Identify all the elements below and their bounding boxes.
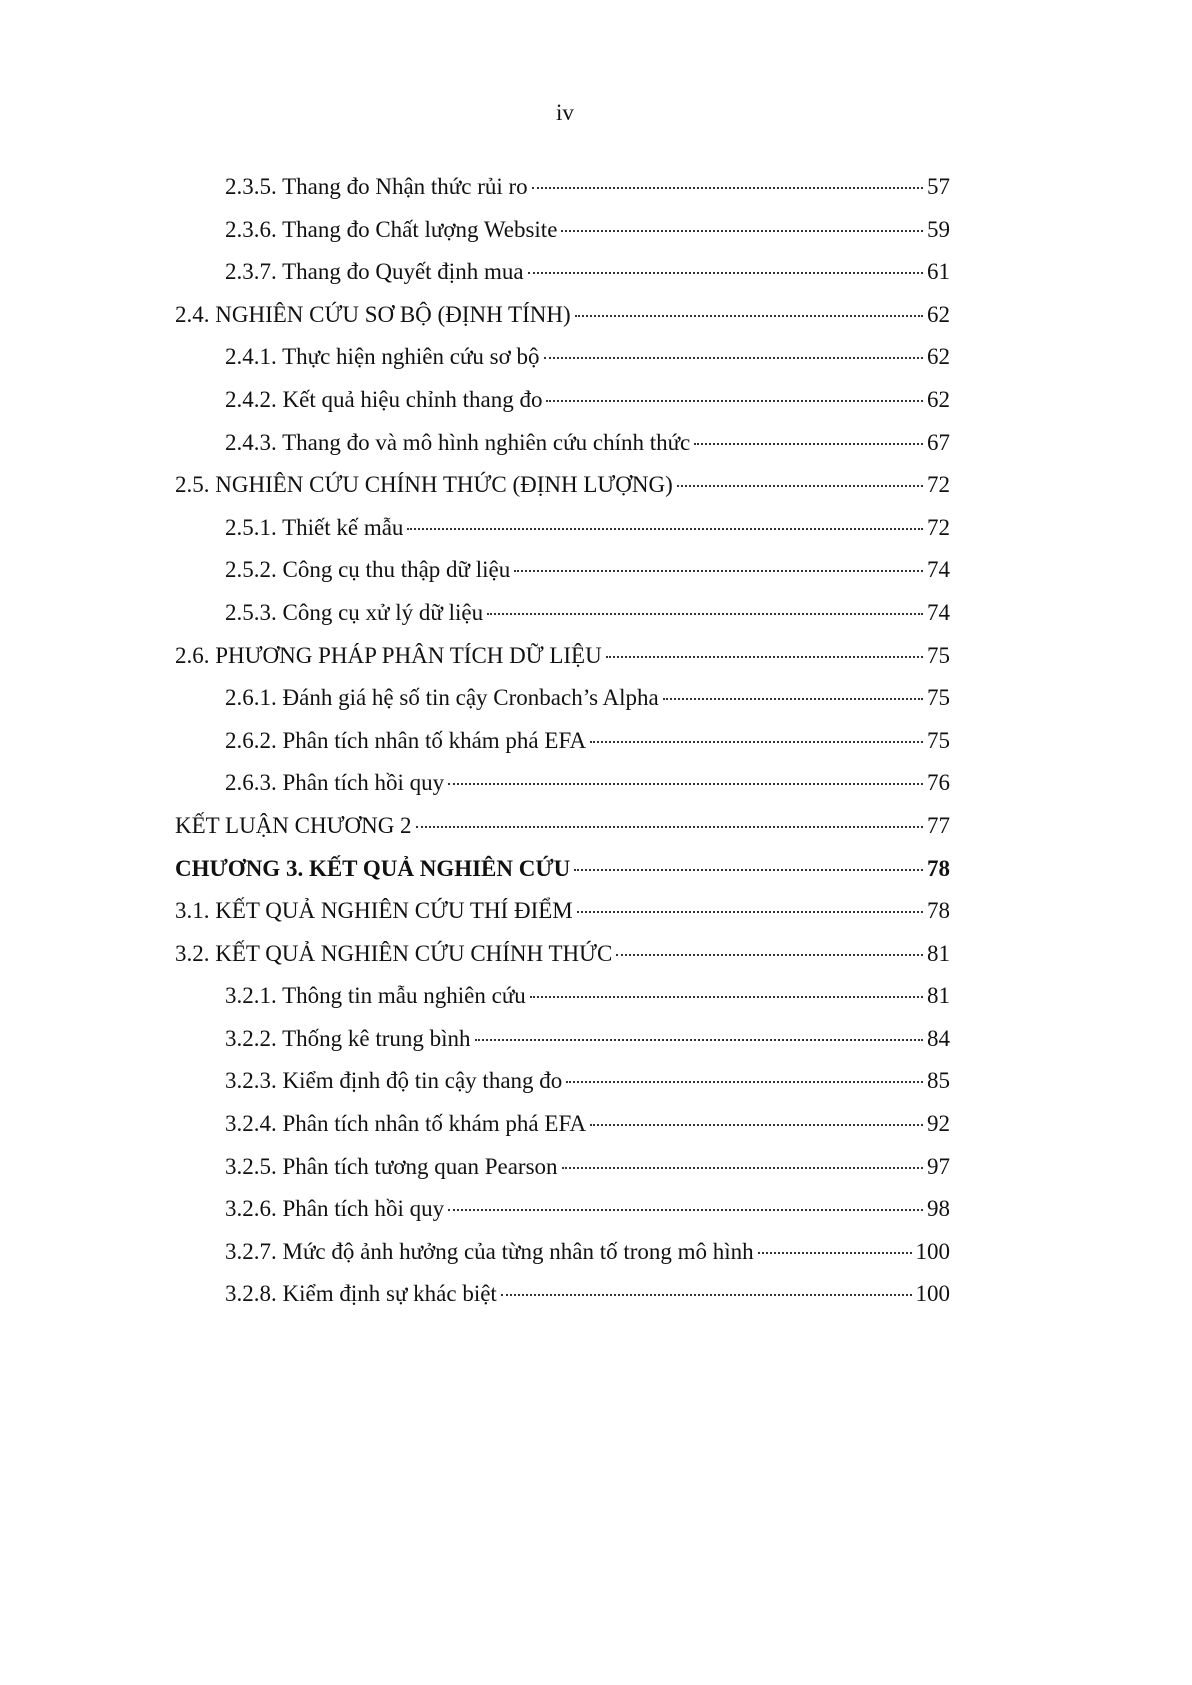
toc-entry-title: KẾT LUẬN CHƯƠNG 2 xyxy=(175,812,412,838)
toc-entry-page: 84 xyxy=(927,1025,950,1051)
toc-entry-title: 2.5. NGHIÊN CỨU CHÍNH THỨC (ĐỊNH LƯỢNG) xyxy=(175,472,673,498)
toc-entry-page: 98 xyxy=(927,1196,950,1222)
toc-leader-dots xyxy=(758,1252,912,1254)
toc-entry[interactable] xyxy=(175,1194,950,1237)
toc-leader-dots xyxy=(528,272,923,274)
toc-leader-dots xyxy=(530,996,923,998)
toc-entry-title: 2.4.3. Thang đo và mô hình nghiên cứu chính thức xyxy=(225,429,691,455)
toc-entry[interactable] xyxy=(175,513,950,556)
toc-entry[interactable] xyxy=(175,172,950,215)
toc-leader-dots xyxy=(448,783,923,785)
toc-entry-page: 97 xyxy=(927,1153,950,1179)
toc-leader-dots xyxy=(574,869,923,871)
toc-entry-title: 2.4.2. Kết quả hiệu chỉnh thang đo xyxy=(225,386,543,412)
toc-entry-page: 78 xyxy=(927,898,950,924)
toc-entry-title: 3.2.2. Thống kê trung bình xyxy=(225,1025,471,1051)
toc-entry-page: 85 xyxy=(927,1068,950,1094)
toc-entry[interactable] xyxy=(175,598,950,641)
toc-entry-page: 72 xyxy=(927,472,950,498)
toc-entry-page: 92 xyxy=(927,1111,950,1137)
toc-entry[interactable] xyxy=(175,896,950,939)
toc-entry-title: 3.2.3. Kiểm định độ tin cậy thang đo xyxy=(225,1068,563,1094)
toc-leader-dots xyxy=(514,570,923,572)
toc-leader-dots xyxy=(566,1081,923,1083)
toc-entry-title: CHƯƠNG 3. KẾT QUẢ NGHIÊN CỨU xyxy=(175,855,571,881)
toc-entry-title: 2.3.6. Thang đo Chất lượng Website xyxy=(225,216,558,242)
toc-entry[interactable] xyxy=(175,1066,950,1109)
toc-entry-page: 75 xyxy=(927,642,950,668)
toc-leader-dots xyxy=(487,613,923,615)
toc-entry-page: 100 xyxy=(915,1281,950,1307)
toc-entry[interactable] xyxy=(175,1279,950,1322)
toc-leader-dots xyxy=(561,230,923,232)
toc-entry[interactable] xyxy=(175,768,950,811)
toc-entry-title: 2.6.1. Đánh giá hệ số tin cậy Cronbach’s Alpha xyxy=(225,685,659,711)
toc-entry-title: 2.4.1. Thực hiện nghiên cứu sơ bộ xyxy=(225,344,540,370)
toc-entry-page: 100 xyxy=(915,1238,950,1264)
toc-entry-page: 81 xyxy=(927,983,950,1009)
toc-entry-title: 2.3.5. Thang đo Nhận thức rủi ro xyxy=(225,174,528,199)
toc-entry[interactable] xyxy=(175,257,950,300)
toc-leader-dots xyxy=(448,1209,923,1211)
toc-entry[interactable] xyxy=(175,470,950,513)
toc-entry[interactable] xyxy=(175,981,950,1024)
toc-entry-page: 61 xyxy=(927,259,950,285)
toc-leader-dots xyxy=(590,1124,923,1126)
toc-entry-page: 72 xyxy=(927,514,950,540)
toc-leader-dots xyxy=(577,911,923,913)
toc-entry-page: 78 xyxy=(927,855,950,881)
toc-entry-page: 81 xyxy=(927,940,950,966)
toc-entry[interactable] xyxy=(175,726,950,769)
table-of-contents xyxy=(175,172,950,1322)
toc-entry[interactable] xyxy=(175,215,950,258)
toc-leader-dots xyxy=(416,826,923,828)
toc-entry-title: 3.1. KẾT QUẢ NGHIÊN CỨU THÍ ĐIỂM xyxy=(175,898,573,924)
toc-leader-dots xyxy=(407,528,923,530)
toc-entry[interactable] xyxy=(175,811,950,854)
toc-entry-page: 74 xyxy=(927,557,950,583)
toc-entry[interactable] xyxy=(175,385,950,428)
toc-leader-dots xyxy=(590,741,923,743)
toc-entry[interactable] xyxy=(175,428,950,471)
toc-leader-dots xyxy=(546,400,923,402)
toc-entry-page: 74 xyxy=(927,599,950,625)
toc-entry-title: 2.5.3. Công cụ xử lý dữ liệu xyxy=(225,599,484,625)
toc-entry-title: 2.6. PHƯƠNG PHÁP PHÂN TÍCH DỮ LIỆU xyxy=(175,642,602,668)
toc-leader-dots xyxy=(694,443,923,445)
toc-entry-title: 3.2.1. Thông tin mẫu nghiên cứu xyxy=(225,983,526,1009)
toc-entry-title: 3.2. KẾT QUẢ NGHIÊN CỨU CHÍNH THỨC xyxy=(175,940,613,966)
toc-entry[interactable] xyxy=(175,1152,950,1195)
toc-leader-dots xyxy=(606,656,923,658)
toc-entry-page: 62 xyxy=(927,344,950,370)
page-number: iv xyxy=(556,100,574,125)
toc-entry-title: 2.6.3. Phân tích hồi quy xyxy=(225,770,445,796)
toc-entry[interactable] xyxy=(175,641,950,684)
toc-entry-title: 3.2.6. Phân tích hồi quy xyxy=(225,1196,445,1222)
toc-entry-page: 62 xyxy=(927,386,950,412)
toc-entry[interactable] xyxy=(175,854,950,897)
toc-entry[interactable] xyxy=(175,1024,950,1067)
toc-leader-dots xyxy=(663,698,923,700)
toc-entry-page: 59 xyxy=(927,216,950,242)
toc-entry[interactable] xyxy=(175,1109,950,1152)
toc-leader-dots xyxy=(677,485,923,487)
toc-entry[interactable] xyxy=(175,939,950,982)
toc-entry-title: 2.6.2. Phân tích nhân tố khám phá EFA xyxy=(225,727,587,753)
toc-entry-page: 57 xyxy=(927,174,950,199)
toc-entry-title: 2.5.1. Thiết kế mẫu xyxy=(225,514,404,540)
toc-entry-title: 3.2.4. Phân tích nhân tố khám phá EFA xyxy=(225,1111,587,1137)
toc-entry-page: 77 xyxy=(927,812,950,838)
toc-leader-dots xyxy=(562,1167,923,1169)
toc-entry-page: 62 xyxy=(927,301,950,327)
toc-entry-title: 3.2.7. Mức độ ảnh hưởng của từng nhân tố trong mô hình xyxy=(225,1238,754,1264)
toc-entry-title: 3.2.8. Kiểm định sự khác biệt xyxy=(225,1281,497,1307)
toc-leader-dots xyxy=(616,954,923,956)
toc-leader-dots xyxy=(544,357,923,359)
toc-entry-title: 2.5.2. Công cụ thu thập dữ liệu xyxy=(225,557,511,583)
toc-entry[interactable] xyxy=(175,1237,950,1280)
toc-entry-title: 2.3.7. Thang đo Quyết định mua xyxy=(225,259,524,285)
toc-entry-page: 75 xyxy=(927,685,950,711)
toc-entry-page: 67 xyxy=(927,429,950,455)
toc-leader-dots xyxy=(575,315,923,317)
toc-entry[interactable] xyxy=(175,555,950,598)
toc-entry-page: 76 xyxy=(927,770,950,796)
toc-entry-title: 2.4. NGHIÊN CỨU SƠ BỘ (ĐỊNH TÍNH) xyxy=(175,301,571,327)
toc-entry-page: 75 xyxy=(927,727,950,753)
toc-leader-dots xyxy=(501,1294,912,1296)
toc-entry[interactable] xyxy=(175,342,950,385)
toc-leader-dots xyxy=(475,1039,923,1041)
toc-leader-dots xyxy=(532,187,923,189)
toc-entry-title: 3.2.5. Phân tích tương quan Pearson xyxy=(225,1153,558,1179)
toc-entry[interactable] xyxy=(175,300,950,343)
toc-entry[interactable] xyxy=(175,683,950,726)
